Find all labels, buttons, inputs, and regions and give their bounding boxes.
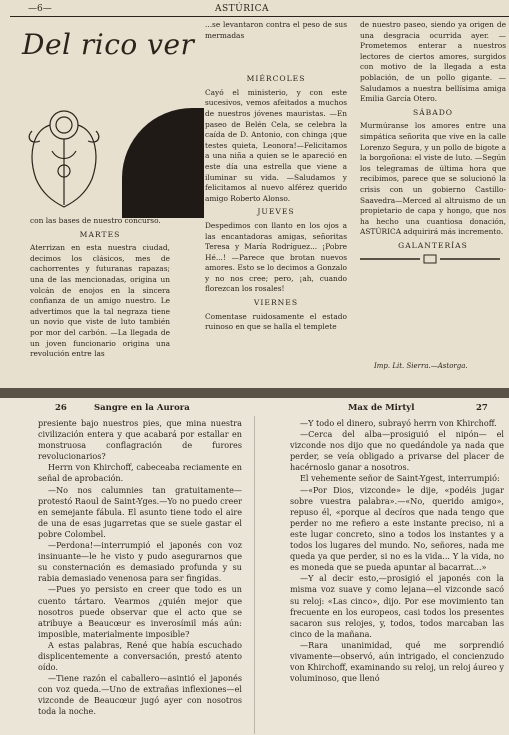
section-martes: MARTES xyxy=(79,229,121,239)
section-sabado: SÁBADO xyxy=(412,107,454,117)
left-page-number: 26 xyxy=(55,403,67,413)
miercoles-text: Cayó el ministerio, y con este sucesivos, vemos afeitados a muchos de nuestros jóvenes mauristas. —En paseo de Belén Cela, se celebra la caída de D. Antonio, con chinga ¡que testes quieta, Leonora!—Felicitamos a una niña a quien se le apareció en este día una estrella que viene a iluminar su vida. —Saludamos y felicitamos al nuevo alférez querido amigo Roberto Alonso. xyxy=(205,87,347,203)
page-number: —6— xyxy=(28,4,52,14)
col1-bottom-text: con las bases de nuestro concurso. xyxy=(30,216,161,225)
left-running-title: Sangre en la Aurora xyxy=(94,403,190,413)
novel-right-column xyxy=(290,418,504,684)
col3-top-text: de nuestro paseo, siendo ya origen de una desgracia ocurrida ayer. —Prometemos enterar a nuestros lectores de ciertos amores, surgidos con motivo de la llegada a esta población, de un pollo gigante. —Saludamos a nuestra bellísima amiga Emilia García Otero. xyxy=(360,20,506,104)
article-title: Del rico ver xyxy=(22,28,195,61)
martes-text: Aterrizan en esta nuestra ciudad, decimos los clásicos, mes de cachorrentes y futuranas rapazas; una de las mencionadas, origina un volcán de enojos en la sincera confianza de un amigo nuestro. Le advertimos que la tal negraza tiene un novio que viste de luto también por mor del carbón. —La llegada de un joven funcionario origina una revolución entre las xyxy=(30,243,170,359)
novel-right-p6: —Rara unanimidad, qué me sorprendió vivamente—observó, aún intrigado, el concienzudo von Khirchoff, examinando su reloj, un reloj áureo y voluminoso, que llenó xyxy=(290,639,504,684)
gutter xyxy=(254,416,255,734)
imprint: Imp. Lit. Sierra.—Astorga. xyxy=(374,362,468,370)
novel-right-p4: —«Por Dios, vizconde» le dije, «podéis jugar sobre vuestra palabra».—«No, querido amigo», repuso él, «porque al decíros que nada tengo que perder no me refiero a este instante preciso, ni a este lugar concreto, sino a todos los instantes y a todos los lugares del mundo. No, señores, nada me queda ya que perder, si no es la vida... Y la vida, no es moneda que se pueda apuntar al bacarrat...» xyxy=(290,484,504,573)
novel-left-p3: —No nos calumnies tan gratuitamente— protestó Raoul de Saint-Yges.—Yo no puedo creer en semejante fábula. El asunto tiene todo el aire de una de esas jugarretas que se suele gastar el pobre Colombel. xyxy=(38,484,242,539)
novel-right-p1: —Y todo el dinero, subrayó herrn von Khirchoff. xyxy=(300,418,497,428)
section-jueves: JUEVES xyxy=(257,207,295,217)
section-galanterias: GALANTERÍAS xyxy=(398,240,468,250)
sabado-text: Murmúranse los amores entre una simpática señorita que vive en la calle Lorenzo Segura, y un pollo de bigote a la borgoñona: el viste de luto. —Según los telegramas de última hora que recibimos, parece que se solucionó la crisis con un gobierno Castillo-Saavedra—Merced al altruismo de un propietario de capa y hongo, que nos ha hecho una cuantiosa donación, ASTÚRICA adquirirá más incremento. xyxy=(360,121,506,237)
running-head xyxy=(0,2,509,16)
article-col-1 xyxy=(30,216,170,360)
novel-left-p4: —Perdona!—interrumpió el japonés con voz insinuante—le he visto y pudo asegurarnos que su consternación es demasiado profunda y su rabia demasiado venenosa para ser fingidas. xyxy=(38,540,242,584)
novel-right-p3: El vehemente señor de Saint-Ygest, interrumpió: xyxy=(300,473,500,484)
section-miercoles: MIÉRCOLES xyxy=(246,74,306,84)
header-rule xyxy=(10,16,509,17)
novel-left-p5: —Pues yo persisto en creer que todo es un cuento tártaro. Vearmos ¿quién mejor que nosotros puede observar que el acto que se atribuye a Beaucœur es inverosímil más aún: imposible, materialmente imposible? xyxy=(38,584,242,639)
novel-left-column xyxy=(38,418,242,718)
viernes-text: Comentase ruidosamente el estado ruinoso en que se halla el templete xyxy=(205,311,347,332)
col2-top-text: ...se levantaron contra el peso de sus mermadas xyxy=(205,20,347,40)
article-col-2 xyxy=(205,20,347,333)
novel-right-p2: —Cerca del alba—prosiguió el nipón— el vizconde nos dijo que no quedándole ya nada que perder, se veía obligado a privarse del placer de hacérnoslo ganar a nosotros. xyxy=(290,429,504,473)
novel-left-p6: A estas palabras, René que había escuchado displicentemente a conversación, prestó atento oído. xyxy=(38,639,242,673)
right-page-number: 27 xyxy=(476,403,488,413)
masthead: ASTÚRICA xyxy=(215,4,269,14)
art-nouveau-ornament-icon xyxy=(22,101,106,211)
novel-left-p7: —Tiene razón el caballero—asintió el japonés con voz queda.—Uno de extrañas inflexiones—el vizconde de Beaucœur jugó ayer con nosotros toda la noche. xyxy=(38,673,242,717)
jueves-text: Despedimos con llanto en los ojos a las encantadoras amigas, señoritas Teresa y María Rodríguez... ¡Pobre Hé...! —Parece que brotan nuevos amores. Esto se lo decimos a Gonzalo y no nos cree; pero, ¡ah, cuando florezcan los rosales! xyxy=(205,220,347,294)
portrait-photo xyxy=(122,108,204,218)
right-running-title: Max de Mirtyl xyxy=(348,403,415,413)
decorative-rule-icon xyxy=(360,254,500,264)
novel-left-p2: Herrn von Khirchoff, cabeceaba reciamente en señal de aprobación. xyxy=(38,462,242,484)
section-viernes: VIERNES xyxy=(253,298,299,308)
novel-left-p1: presiente bajo nuestros pies, que mina nuestra civilización entera y que acabará por estallar en monstruosa conflagración de furores revolucionarios? xyxy=(38,418,242,462)
article-col-3 xyxy=(360,20,506,268)
novel-right-p5: —Y al decir esto,—prosigió el japonés con la misma voz suave y como lejana—el vizconde sacó su reloj: «Las cinco», dijo. Por ese movimiento tan frecuente en los europeos, casi todos los presentes sacaron sus relojes, y, todos, todos marcaban las cinco de la mañana. xyxy=(290,573,504,639)
page-gap xyxy=(0,388,509,398)
